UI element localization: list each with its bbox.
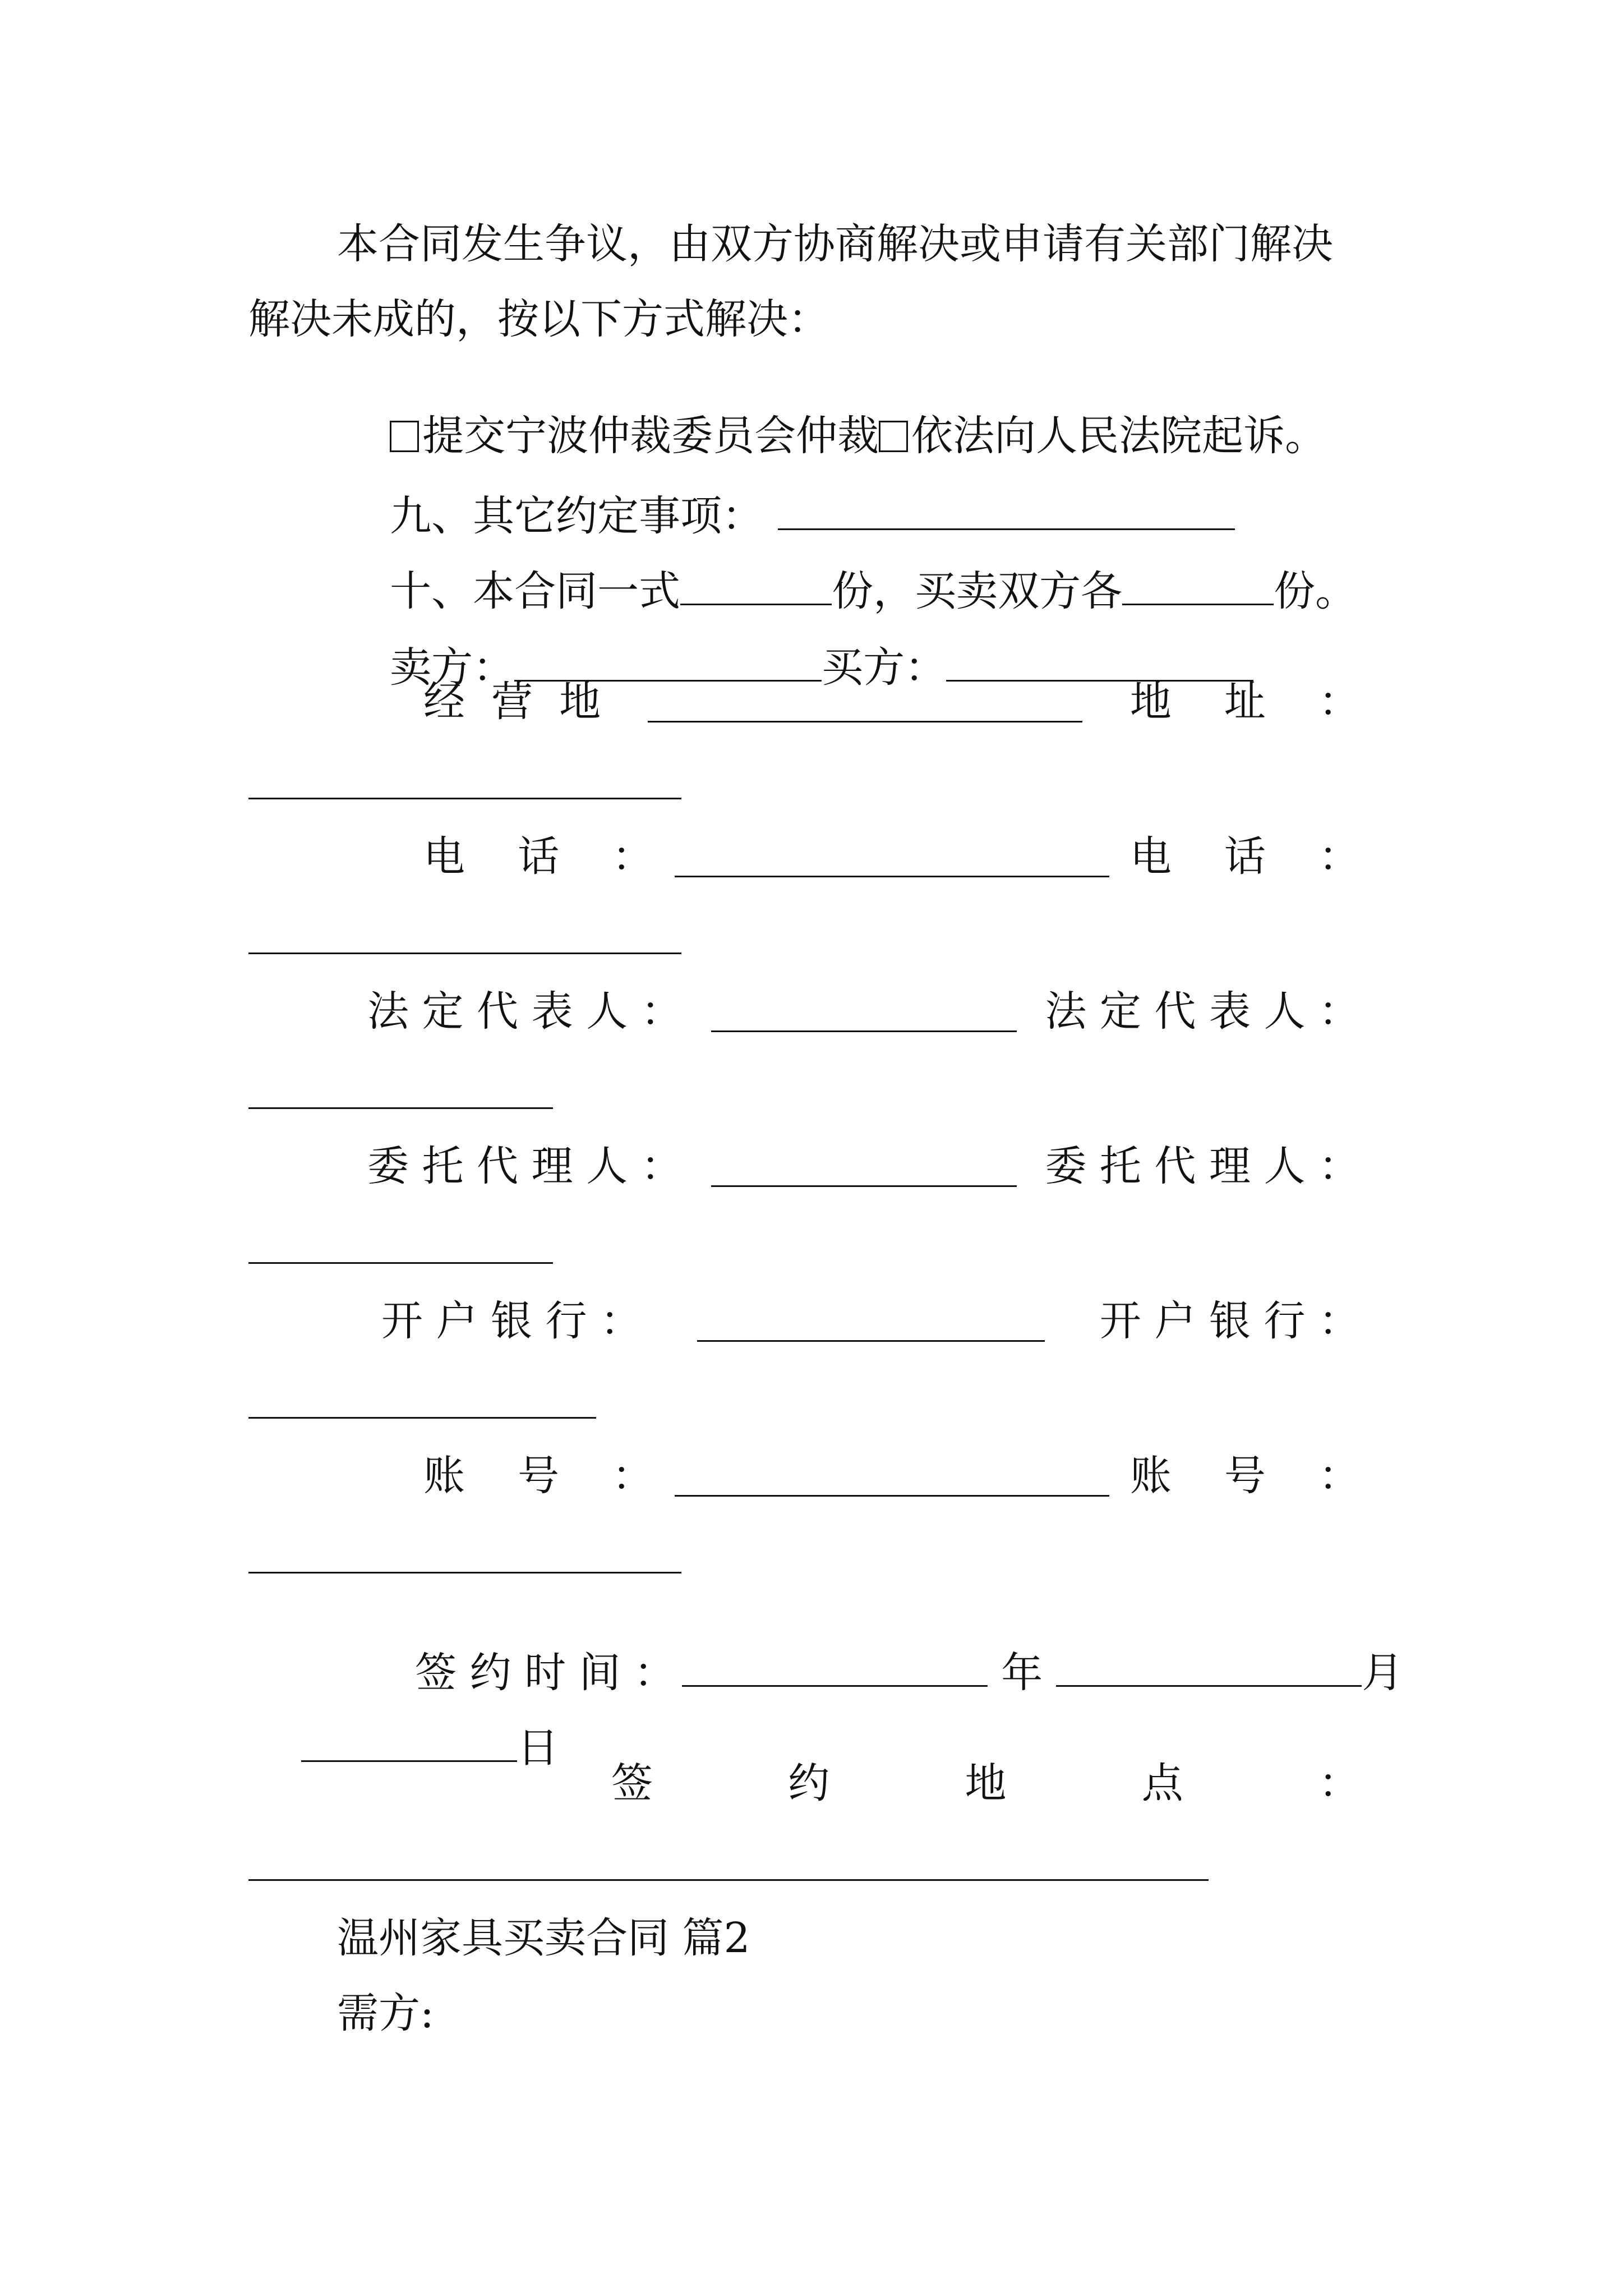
sign-time-day-row — [248, 1685, 559, 1810]
blank-field[interactable] — [680, 570, 832, 605]
blank-field[interactable] — [675, 1461, 1109, 1497]
agent-left-label: 委 托 代 理 人 ： — [367, 1142, 683, 1190]
phone-left-label: 电 话 ： — [423, 832, 654, 881]
sign-place-char: 点 — [1141, 1759, 1183, 1807]
blank-field[interactable] — [248, 1107, 553, 1109]
account-right-label: 账 号 ： — [1129, 1452, 1360, 1500]
blank-field[interactable] — [248, 798, 681, 799]
blank-field[interactable] — [682, 1651, 988, 1687]
blank-field[interactable] — [301, 1727, 517, 1762]
bank-right-label: 开 户 银 行 ： — [1099, 1297, 1360, 1345]
blank-field[interactable] — [711, 1152, 1017, 1187]
item-10-mid: 份，买卖双方各 — [832, 567, 1123, 615]
sign-place-char: 约 — [788, 1759, 830, 1807]
legal-rep-left-label: 法 定 代 表 人 ： — [367, 987, 683, 1036]
sign-time-day: 日 — [517, 1724, 559, 1772]
sign-time-label: 签 约 时 间 ： — [415, 1649, 676, 1697]
agent-row — [367, 1142, 1360, 1190]
buyer-label: 买方： — [822, 643, 947, 692]
option-arbitration: 提交宁波仲裁委员会仲裁 — [422, 412, 879, 460]
phone-right-label: 电 话 ： — [1129, 832, 1360, 881]
blank-field[interactable] — [675, 842, 1109, 877]
paragraph-dispute-line1: 本合同发生争议，由双方协商解决或申请有关部门解决 — [337, 220, 1333, 268]
sign-place-char: 签 — [611, 1759, 653, 1807]
section-2-title: 温州家具买卖合同 篇2 — [337, 1914, 750, 1962]
item-9-label: 九、其它约定事项： — [390, 492, 764, 540]
sign-time-year: 年 — [1001, 1649, 1043, 1697]
blank-field[interactable] — [248, 1417, 596, 1419]
seller-label: 卖方： — [390, 643, 515, 692]
address-left-label: 经 营 地 — [423, 678, 601, 726]
blank-field[interactable] — [248, 1572, 681, 1573]
blank-field[interactable] — [648, 687, 1082, 723]
blank-field[interactable] — [1122, 570, 1274, 605]
paragraph-dispute-line2: 解决未成的，按以下方式解决： — [248, 295, 829, 343]
bank-row — [381, 1297, 1360, 1345]
sign-place-colon: ： — [1318, 1759, 1360, 1807]
blank-field[interactable] — [514, 646, 822, 682]
item-10-prefix: 十、本合同一式 — [390, 567, 681, 615]
item-10-suffix: 份。 — [1274, 567, 1357, 615]
bank-left-label: 开 户 银 行 ： — [381, 1297, 642, 1345]
legal-rep-row — [367, 987, 1360, 1036]
legal-rep-right-label: 法 定 代 表 人 ： — [1045, 987, 1360, 1036]
checkbox-icon[interactable] — [879, 421, 908, 452]
demander-label: 需方: — [337, 1989, 434, 2037]
address-row — [423, 678, 1360, 726]
blank-field[interactable] — [946, 646, 1253, 682]
blank-field[interactable] — [1056, 1651, 1362, 1687]
blank-field[interactable] — [248, 1879, 1209, 1881]
phone-row — [423, 832, 1360, 881]
blank-field[interactable] — [248, 953, 681, 954]
account-left-label: 账 号 ： — [423, 1452, 654, 1500]
blank-field[interactable] — [778, 495, 1235, 530]
blank-field[interactable] — [711, 997, 1017, 1032]
sign-time-month: 月 — [1362, 1649, 1404, 1697]
option-court: 依法向人民法院起诉。 — [911, 412, 1327, 460]
blank-field[interactable] — [248, 1262, 553, 1264]
sign-place-row — [611, 1759, 1360, 1807]
agent-right-label: 委 托 代 理 人 ： — [1045, 1142, 1360, 1190]
sign-place-char: 地 — [965, 1759, 1007, 1807]
blank-field[interactable] — [697, 1306, 1045, 1342]
address-right-label: 地 址 ： — [1129, 678, 1360, 726]
checkbox-icon[interactable] — [390, 421, 419, 452]
account-row — [423, 1452, 1360, 1500]
